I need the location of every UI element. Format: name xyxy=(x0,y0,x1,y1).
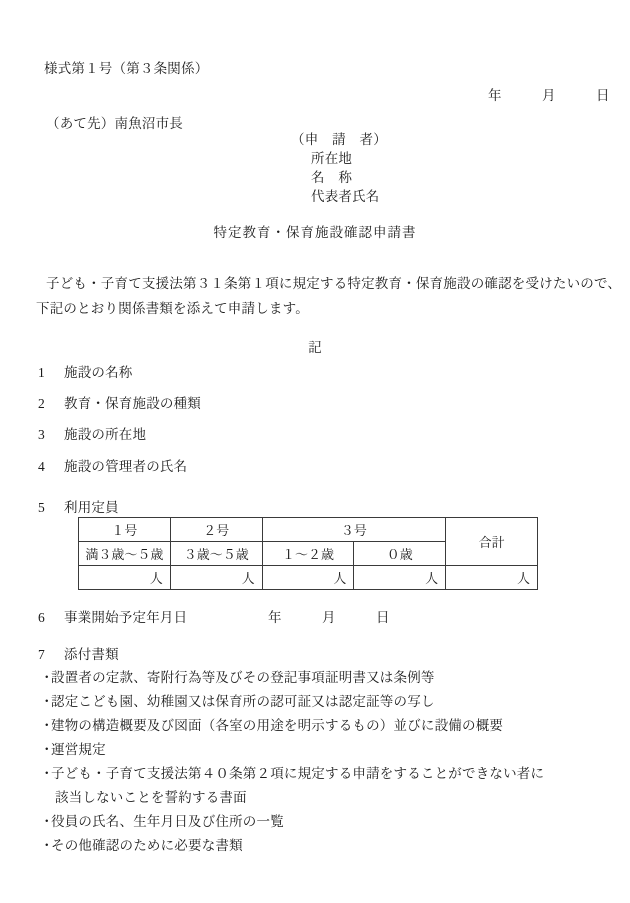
item-7-number: 7 xyxy=(38,647,45,662)
header-total: 合計 xyxy=(446,518,538,566)
item-2-number: 2 xyxy=(38,396,45,411)
bullet-icon: ・ xyxy=(40,718,54,733)
attachment-item-4-label: 運営規定 xyxy=(51,742,106,757)
item-1 xyxy=(38,366,133,380)
item-7-label: 添付書類 xyxy=(64,647,119,662)
item-6-number: 6 xyxy=(38,610,45,625)
item-1-number: 1 xyxy=(38,365,45,380)
header-type-3: ３号 xyxy=(262,518,446,542)
document-title: 特定教育・保育施設確認申請書 xyxy=(213,225,417,240)
item-4-label: 施設の管理者の氏名 xyxy=(64,459,188,474)
item-3-label: 施設の所在地 xyxy=(64,427,147,442)
item-1-label: 施設の名称 xyxy=(64,365,133,380)
capacity-cell-3[interactable]: 人 xyxy=(262,566,354,590)
applicant-heading: （申 請 者） xyxy=(291,132,387,147)
header-type-1: １号 xyxy=(79,518,171,542)
item-6-date-line: 年 月 日 xyxy=(268,610,390,625)
age-range-2: ３歳～５歳 xyxy=(170,542,262,566)
addressee-line: （あて先）南魚沼市長 xyxy=(46,116,183,131)
bullet-icon: ・ xyxy=(40,670,54,685)
item-5 xyxy=(38,501,119,515)
item-3-number: 3 xyxy=(38,427,45,442)
form-number: 様式第１号（第３条関係） xyxy=(44,61,209,76)
item-7 xyxy=(38,648,119,662)
header-type-2: ２号 xyxy=(170,518,262,542)
attachment-item-7-label: その他確認のために必要な書類 xyxy=(51,838,243,853)
attachment-item-6-label: 役員の氏名、生年月日及び住所の一覧 xyxy=(51,814,284,829)
capacity-table xyxy=(78,517,538,590)
record-marker: 記 xyxy=(308,340,322,355)
item-6-label: 事業開始予定年月日 xyxy=(64,610,188,625)
table-row-capacity-values xyxy=(79,566,538,590)
attachment-item-2 xyxy=(40,695,435,709)
bullet-icon: ・ xyxy=(40,838,54,853)
submission-date-line: 年 月 日 xyxy=(488,88,610,103)
applicant-representative-label: 代表者氏名 xyxy=(311,189,380,204)
item-4-number: 4 xyxy=(38,459,45,474)
bullet-icon: ・ xyxy=(40,742,54,757)
capacity-cell-1[interactable]: 人 xyxy=(79,566,171,590)
attachment-item-5-continuation: 該当しないことを誓約する書面 xyxy=(55,790,247,805)
attachment-item-1 xyxy=(40,671,435,685)
body-paragraph-line1: 子ども・子育て支援法第３１条第１項に規定する特定教育・保育施設の確認を受けたいので、 xyxy=(46,276,622,291)
body-paragraph-line2: 下記のとおり関係書類を添えて申請します。 xyxy=(36,301,309,316)
capacity-cell-total[interactable]: 人 xyxy=(446,566,538,590)
bullet-icon: ・ xyxy=(40,694,54,709)
item-4 xyxy=(38,460,187,474)
age-range-1: 満３歳～５歳 xyxy=(79,542,171,566)
attachment-item-1-label: 設置者の定款、寄附行為等及びその登記事項証明書又は条例等 xyxy=(51,670,435,685)
item-5-label: 利用定員 xyxy=(64,500,119,515)
attachment-item-3 xyxy=(40,719,503,733)
attachment-item-6 xyxy=(40,815,284,829)
bullet-icon: ・ xyxy=(40,766,54,781)
item-3 xyxy=(38,428,146,442)
capacity-cell-4[interactable]: 人 xyxy=(354,566,446,590)
applicant-name-label: 名 称 xyxy=(311,170,353,185)
item-5-number: 5 xyxy=(38,500,45,515)
age-range-3: １～２歳 xyxy=(262,542,354,566)
bullet-icon: ・ xyxy=(40,814,54,829)
age-range-4: ０歳 xyxy=(354,542,446,566)
attachment-item-4 xyxy=(40,743,106,757)
applicant-address-label: 所在地 xyxy=(311,151,353,166)
item-6 xyxy=(38,611,187,625)
capacity-cell-2[interactable]: 人 xyxy=(170,566,262,590)
attachment-item-7 xyxy=(40,839,243,853)
attachment-item-5 xyxy=(40,767,544,781)
table-row-group-headers xyxy=(79,518,538,542)
item-2 xyxy=(38,397,201,411)
attachment-item-2-label: 認定こども園、幼稚園又は保育所の認可証又は認定証等の写し xyxy=(51,694,435,709)
attachment-item-3-label: 建物の構造概要及び図面（各室の用途を明示するもの）並びに設備の概要 xyxy=(51,718,504,733)
attachment-item-5-label: 子ども・子育て支援法第４０条第２項に規定する申請をすることができない者に xyxy=(51,766,545,781)
item-2-label: 教育・保育施設の種類 xyxy=(64,396,201,411)
